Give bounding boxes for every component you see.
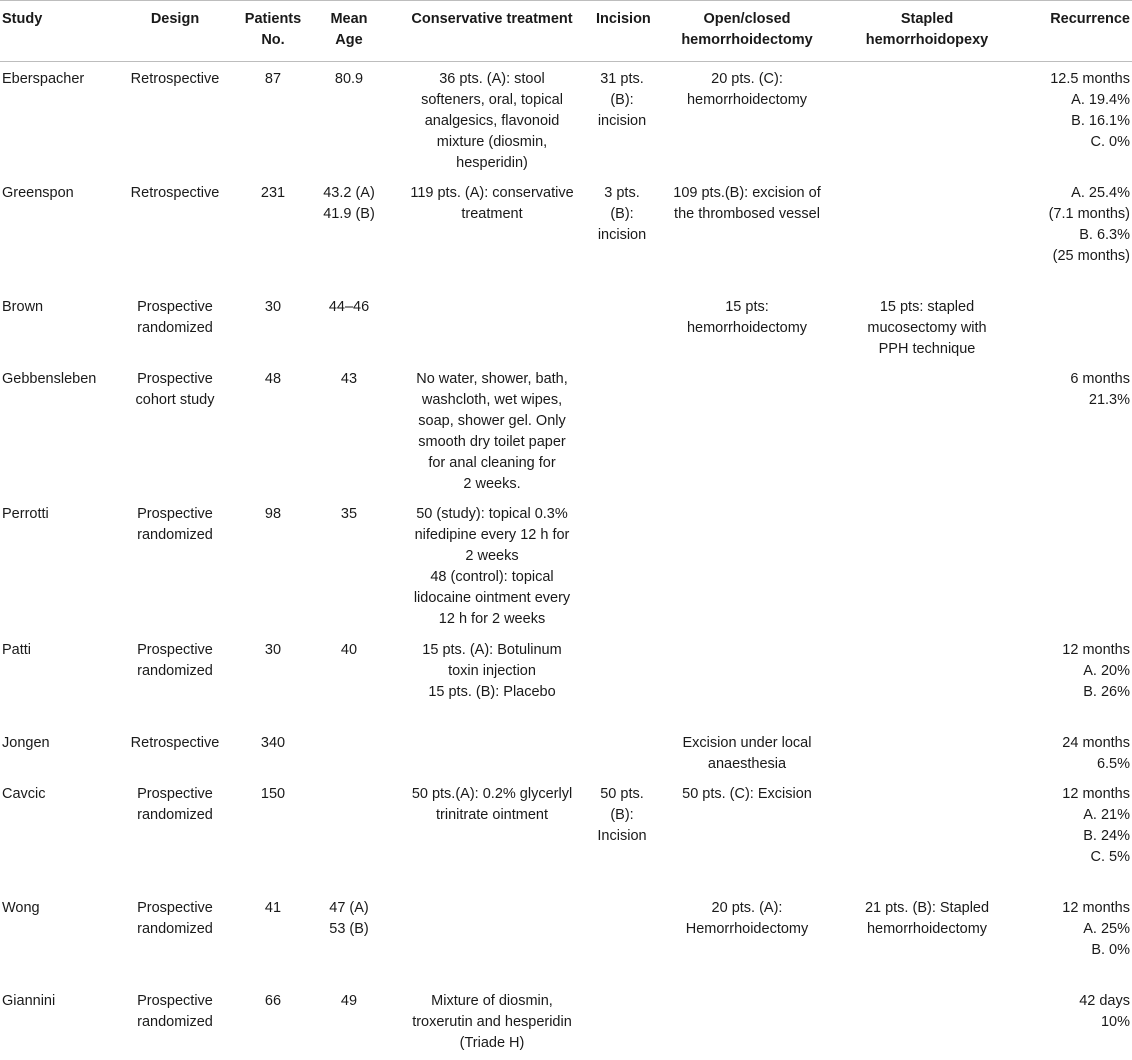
cell-incision-line: (B):	[610, 807, 634, 823]
cell-design-line: Prospective	[137, 506, 213, 522]
table-row	[0, 633, 1132, 726]
cell-design-line: randomized	[137, 921, 213, 937]
cell-study: Jongen	[2, 735, 50, 751]
cell-design-line: Prospective	[137, 642, 213, 658]
cell-stapled	[842, 726, 1012, 777]
cell-stapled	[842, 497, 1012, 633]
cell-design	[110, 497, 240, 633]
cell-conservative	[392, 176, 592, 290]
cell-conservative-line: hesperidin)	[456, 155, 528, 171]
cell-open-closed-line: 20 pts. (A):	[711, 900, 783, 916]
cell-mean-age	[306, 176, 392, 290]
cell-incision	[592, 497, 652, 633]
cell-conservative	[392, 497, 592, 633]
cell-recurrence-line: B. 6.3%	[1079, 227, 1130, 243]
cell-mean-age	[306, 984, 392, 1055]
cell-design	[110, 726, 240, 777]
cell-conservative-line: 15 pts. (B): Placebo	[428, 684, 556, 700]
cell-recurrence	[1012, 290, 1132, 362]
cell-recurrence-line: B. 0%	[1091, 942, 1130, 958]
cell-design-line: Retrospective	[130, 71, 220, 87]
cell-open-closed-line: 109 pts.(B): excision of	[673, 185, 821, 201]
cell-incision-line: 50 pts.	[600, 786, 644, 802]
cell-recurrence-line: A. 21%	[1083, 807, 1130, 823]
cell-mean-age-line: 44–46	[328, 299, 370, 315]
cell-recurrence	[1012, 362, 1132, 497]
cell-conservative-line: 50 (study): topical 0.3%	[416, 506, 568, 522]
cell-design-line: Retrospective	[130, 735, 220, 751]
cell-study: Patti	[2, 642, 32, 658]
table-row	[0, 726, 1132, 777]
cell-recurrence	[1012, 633, 1132, 726]
cell-incision	[592, 362, 652, 497]
cell-conservative-line: (Triade H)	[459, 1035, 525, 1051]
cell-incision-line: incision	[597, 227, 647, 243]
cell-open-closed	[652, 777, 842, 891]
cell-conservative-line: No water, shower, bath,	[416, 371, 568, 387]
cell-recurrence-line: 21.3%	[1088, 392, 1130, 408]
cell-stapled	[842, 777, 1012, 891]
cell-incision	[592, 633, 652, 726]
cell-recurrence-line: 42 days	[1079, 993, 1130, 1009]
cell-patients: 231	[260, 185, 286, 201]
cell-design	[110, 62, 240, 177]
cell-mean-age	[306, 290, 392, 362]
cell-open-closed	[652, 290, 842, 362]
cell-design-line: Prospective	[137, 371, 213, 387]
cell-recurrence-line: A. 20%	[1083, 663, 1130, 679]
cell-incision-line: 3 pts.	[604, 185, 640, 201]
cell-conservative-line: Mixture of diosmin,	[431, 993, 553, 1009]
header-incision: Incision	[592, 1, 652, 62]
table-row	[0, 984, 1132, 1055]
header-mean-age-line: Mean	[330, 11, 368, 27]
cell-mean-age-line: 43	[340, 371, 358, 387]
cell-design-line: Prospective	[137, 900, 213, 916]
cell-study: Brown	[2, 299, 44, 315]
header-open-closed-line: Open/closed	[703, 11, 791, 27]
cell-incision-line: incision	[597, 113, 647, 129]
cell-conservative-line: mixture (diosmin,	[436, 134, 548, 150]
cell-conservative-line: troxerutin and hesperidin	[412, 1014, 572, 1030]
cell-recurrence	[1012, 497, 1132, 633]
cell-open-closed-line: hemorrhoidectomy	[686, 320, 808, 336]
cell-stapled	[842, 290, 1012, 362]
cell-stapled-line: PPH technique	[878, 341, 976, 357]
cell-design	[110, 633, 240, 726]
cell-stapled	[842, 984, 1012, 1055]
cell-open-closed-line: anaesthesia	[707, 756, 787, 772]
cell-conservative-line: 12 h for 2 weeks	[438, 611, 546, 627]
header-stapled-line: hemorrhoidopexy	[865, 32, 989, 48]
cell-recurrence	[1012, 726, 1132, 777]
table-row	[0, 891, 1132, 984]
cell-recurrence-line: 12.5 months	[1050, 71, 1130, 87]
cell-recurrence-line: C. 0%	[1090, 134, 1130, 150]
cell-mean-age-line: 49	[340, 993, 358, 1009]
cell-recurrence-line: 12 months	[1062, 642, 1130, 658]
cell-recurrence-line: 12 months	[1062, 786, 1130, 802]
cell-mean-age	[306, 891, 392, 984]
cell-open-closed-line: 15 pts:	[725, 299, 769, 315]
cell-study: Wong	[2, 900, 40, 916]
table-row	[0, 176, 1132, 290]
cell-recurrence	[1012, 176, 1132, 290]
cell-conservative	[392, 984, 592, 1055]
cell-recurrence-line: A. 25.4%	[1071, 185, 1130, 201]
header-open-closed-line: hemorrhoidectomy	[681, 32, 813, 48]
cell-mean-age	[306, 726, 392, 777]
cell-recurrence	[1012, 62, 1132, 177]
cell-recurrence-line: B. 26%	[1083, 684, 1130, 700]
cell-open-closed	[652, 62, 842, 177]
cell-recurrence-line: (7.1 months)	[1048, 206, 1130, 222]
cell-mean-age	[306, 777, 392, 891]
cell-mean-age-line: 41.9 (B)	[323, 206, 375, 222]
header-patients-line: Patients	[244, 11, 302, 27]
header-patients	[240, 1, 306, 62]
cell-conservative	[392, 62, 592, 177]
cell-open-closed-line: Hemorrhoidectomy	[685, 921, 809, 937]
cell-stapled	[842, 62, 1012, 177]
cell-study: Gebbensleben	[2, 371, 97, 387]
cell-stapled-line: hemorrhoidectomy	[866, 921, 988, 937]
cell-conservative-line: toxin injection	[448, 663, 536, 679]
cell-conservative-line: 2 weeks.	[463, 476, 521, 492]
cell-open-closed-line: 20 pts. (C):	[711, 71, 783, 87]
header-mean-age	[306, 1, 392, 62]
cell-incision-line: (B):	[610, 206, 634, 222]
cell-incision	[592, 290, 652, 362]
cell-recurrence-line: 12 months	[1062, 900, 1130, 916]
cell-incision	[592, 984, 652, 1055]
cell-mean-age-line: 43.2 (A)	[323, 185, 375, 201]
cell-mean-age-line: 35	[340, 506, 358, 522]
cell-recurrence	[1012, 984, 1132, 1055]
cell-study: Cavcic	[2, 786, 46, 802]
cell-recurrence-line: (25 months)	[1052, 248, 1130, 264]
cell-open-closed-line: hemorrhoidectomy	[686, 92, 808, 108]
cell-conservative-line: 119 pts. (A): conservative	[410, 185, 574, 201]
cell-conservative-line: 36 pts. (A): stool	[439, 71, 545, 87]
cell-conservative-line: softeners, oral, topical	[421, 92, 563, 108]
cell-stapled-line: 21 pts. (B): Stapled	[864, 900, 990, 916]
cell-stapled	[842, 176, 1012, 290]
cell-stapled	[842, 891, 1012, 984]
cell-recurrence-line: 10%	[1100, 1014, 1130, 1030]
cell-design-line: cohort study	[135, 392, 215, 408]
cell-design-line: Retrospective	[130, 185, 220, 201]
cell-conservative-line: 50 pts.(A): 0.2% glycerlyl	[411, 786, 573, 802]
cell-recurrence	[1012, 891, 1132, 984]
cell-design-line: Prospective	[137, 993, 213, 1009]
cell-design-line: Prospective	[137, 299, 213, 315]
cell-design-line: randomized	[137, 320, 213, 336]
cell-conservative-line: for anal cleaning for	[428, 455, 556, 471]
cell-patients: 87	[264, 71, 282, 87]
cell-incision	[592, 726, 652, 777]
cell-design	[110, 891, 240, 984]
cell-mean-age	[306, 497, 392, 633]
cell-conservative-line: smooth dry toilet paper	[418, 434, 566, 450]
cell-open-closed-line: Excision under local	[682, 735, 812, 751]
table-row	[0, 62, 1132, 177]
cell-design-line: Prospective	[137, 786, 213, 802]
table-body	[0, 62, 1132, 1056]
cell-recurrence-line: C. 5%	[1090, 849, 1130, 865]
cell-incision-line: (B):	[610, 92, 634, 108]
cell-open-closed	[652, 633, 842, 726]
cell-stapled	[842, 633, 1012, 726]
cell-open-closed	[652, 984, 842, 1055]
cell-design-line: randomized	[137, 1014, 213, 1030]
table-row	[0, 497, 1132, 633]
cell-study: Greenspon	[2, 185, 74, 201]
cell-conservative	[392, 726, 592, 777]
cell-open-closed	[652, 362, 842, 497]
cell-design	[110, 290, 240, 362]
cell-mean-age-line: 47 (A)	[329, 900, 369, 916]
cell-recurrence-line: 24 months	[1062, 735, 1130, 751]
header-patients-line: No.	[261, 32, 285, 48]
cell-patients: 41	[264, 900, 282, 916]
cell-conservative	[392, 362, 592, 497]
cell-patients: 150	[260, 786, 286, 802]
cell-patients: 98	[264, 506, 282, 522]
cell-conservative	[392, 633, 592, 726]
cell-conservative-line: washcloth, wet wipes,	[421, 392, 563, 408]
cell-conservative	[392, 891, 592, 984]
cell-open-closed	[652, 726, 842, 777]
cell-recurrence-line: A. 19.4%	[1071, 92, 1130, 108]
cell-incision-line: Incision	[597, 828, 647, 844]
cell-mean-age	[306, 362, 392, 497]
table-row	[0, 362, 1132, 497]
cell-stapled-line: 15 pts: stapled	[879, 299, 975, 315]
cell-conservative-line: treatment	[461, 206, 523, 222]
cell-study: Eberspacher	[2, 71, 85, 87]
cell-study: Perrotti	[2, 506, 49, 522]
cell-design	[110, 777, 240, 891]
header-open-closed	[652, 1, 842, 62]
cell-incision	[592, 176, 652, 290]
cell-open-closed-line: 50 pts. (C): Excision	[682, 786, 812, 802]
cell-study: Giannini	[2, 993, 56, 1009]
cell-conservative-line: trinitrate ointment	[435, 807, 549, 823]
cell-conservative-line: lidocaine ointment every	[413, 590, 571, 606]
cell-mean-age	[306, 633, 392, 726]
cell-open-closed	[652, 497, 842, 633]
cell-patients: 340	[260, 735, 286, 751]
cell-recurrence-line: A. 25%	[1083, 921, 1130, 937]
cell-conservative-line: soap, shower gel. Only	[418, 413, 566, 429]
cell-patients: 30	[264, 642, 282, 658]
cell-incision-line: 31 pts.	[600, 71, 644, 87]
cell-stapled-line: mucosectomy with	[867, 320, 987, 336]
cell-conservative	[392, 777, 592, 891]
cell-recurrence-line: B. 24%	[1083, 828, 1130, 844]
cell-incision	[592, 891, 652, 984]
cell-design	[110, 984, 240, 1055]
header-conservative: Conservative treatment	[392, 1, 592, 62]
cell-patients: 30	[264, 299, 282, 315]
header-design: Design	[110, 1, 240, 62]
cell-design-line: randomized	[137, 527, 213, 543]
cell-conservative-line: analgesics, flavonoid	[424, 113, 560, 129]
header-study: Study	[0, 1, 110, 62]
cell-design	[110, 176, 240, 290]
table-row	[0, 777, 1132, 891]
cell-design	[110, 362, 240, 497]
cell-conservative	[392, 290, 592, 362]
cell-recurrence-line: 6.5%	[1096, 756, 1130, 772]
header-recurrence: Recurrence	[1012, 1, 1132, 62]
cell-mean-age-line: 80.9	[334, 71, 364, 87]
cell-patients: 66	[264, 993, 282, 1009]
cell-recurrence-line: 6 months	[1070, 371, 1130, 387]
header-mean-age-line: Age	[335, 32, 363, 48]
table-row	[0, 290, 1132, 362]
header-stapled	[842, 1, 1012, 62]
cell-mean-age-line: 40	[340, 642, 358, 658]
cell-open-closed-line: the thrombosed vessel	[674, 206, 820, 222]
cell-design-line: randomized	[137, 807, 213, 823]
cell-stapled	[842, 362, 1012, 497]
cell-incision	[592, 777, 652, 891]
header-row	[0, 1, 1132, 62]
cell-mean-age-line: 53 (B)	[329, 921, 369, 937]
cell-conservative-line: nifedipine every 12 h for	[414, 527, 570, 543]
cell-conservative-line: 2 weeks	[465, 548, 519, 564]
cell-conservative-line: 48 (control): topical	[430, 569, 554, 585]
header-stapled-line: Stapled	[900, 11, 954, 27]
cell-mean-age	[306, 62, 392, 177]
cell-conservative-line: 15 pts. (A): Botulinum	[422, 642, 562, 658]
cell-open-closed	[652, 176, 842, 290]
cell-recurrence-line: B. 16.1%	[1071, 113, 1130, 129]
cell-patients: 48	[264, 371, 282, 387]
cell-incision	[592, 62, 652, 177]
cell-open-closed	[652, 891, 842, 984]
cell-design-line: randomized	[137, 663, 213, 679]
cell-recurrence	[1012, 777, 1132, 891]
